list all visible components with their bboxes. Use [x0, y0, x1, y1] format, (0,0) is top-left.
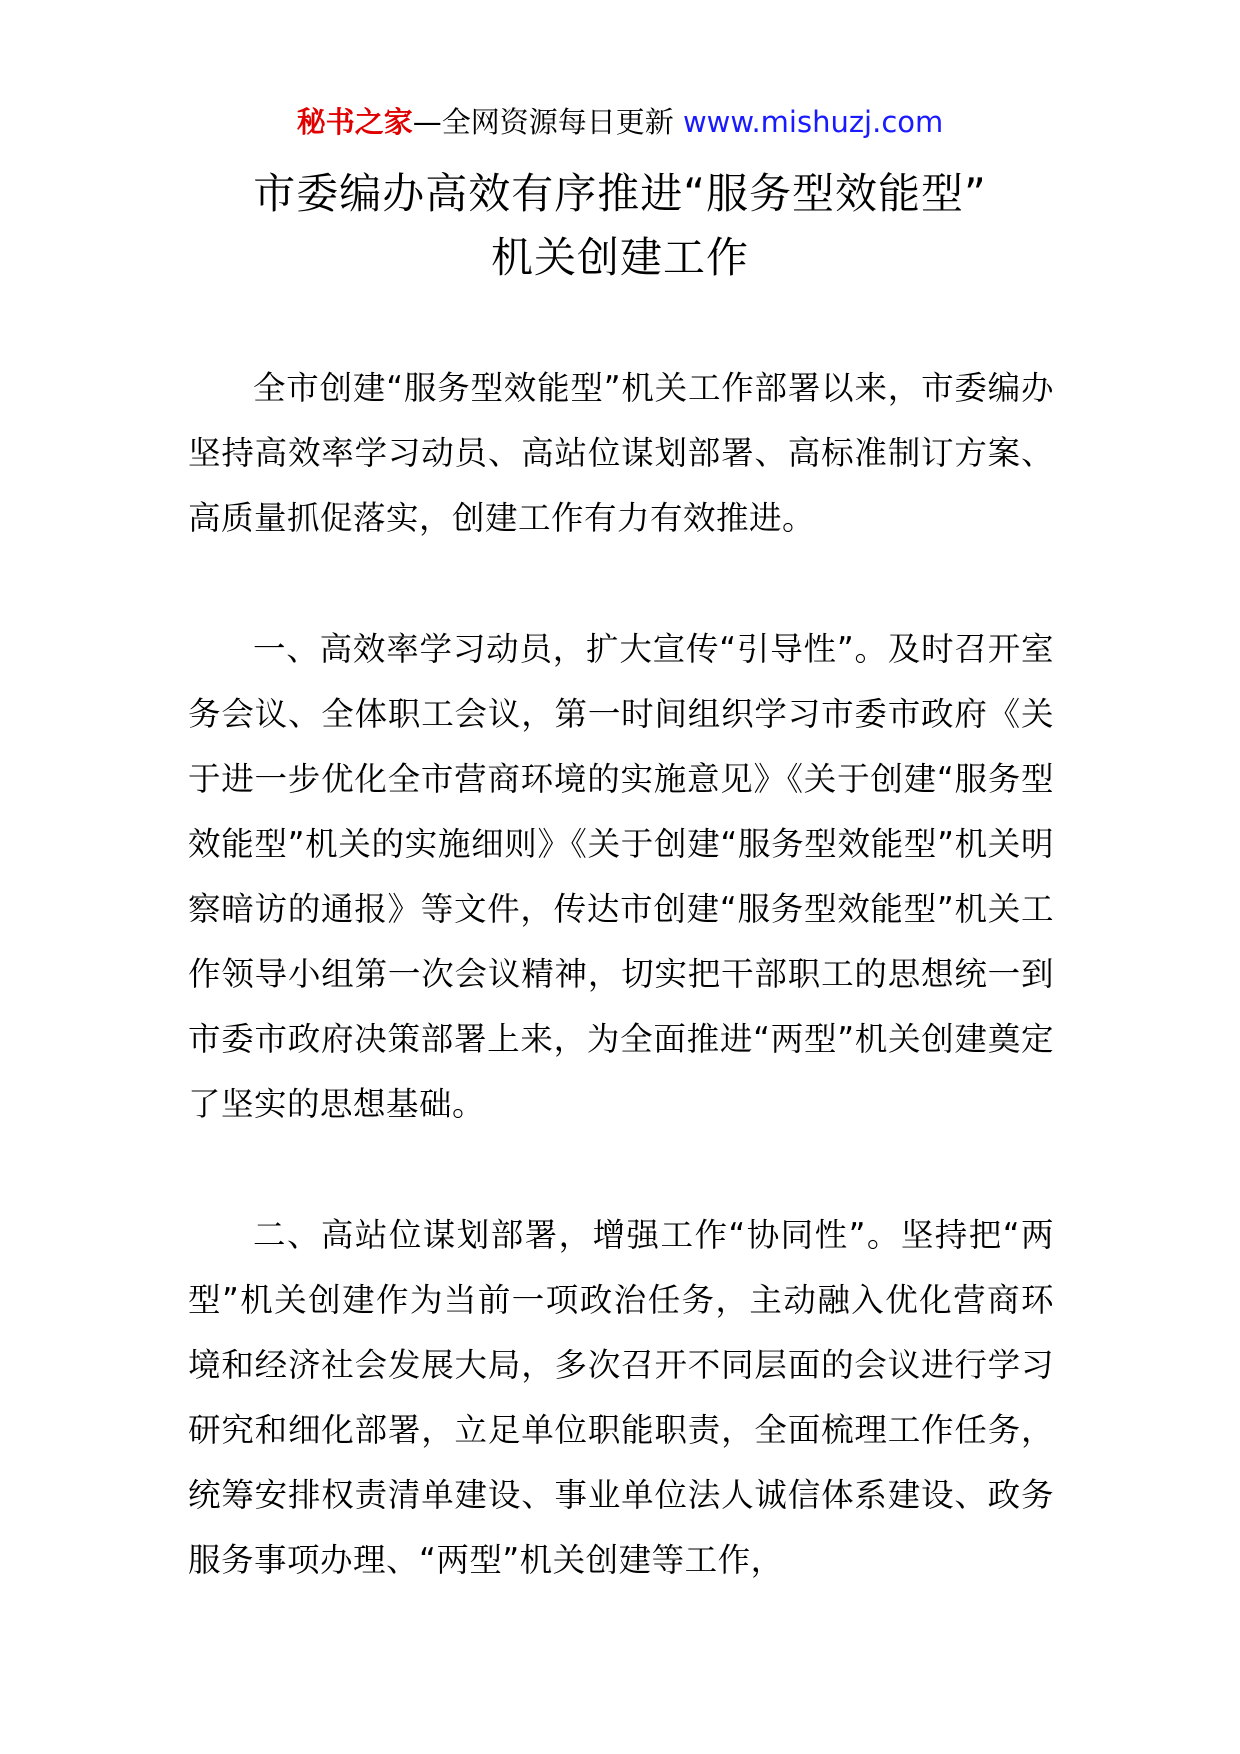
- paragraph-section-1: 一、高效率学习动员，扩大宣传“引导性”。及时召开室务会议、全体职工会议，第一时间组织学习市委市政府《关于进一步优化全市营商环境的实施意见》《关于创建“服务型效能型”机关的实施细则》《关于创建“服务型效能型”机关明察暗访的通报》等文件，传达市创建“服务型效能型”机关工作领导小组第一次会议精神，切实把干部职工的思想统一到市委市政府决策部署上来，为全面推进“两型”机关创建奠定了坚实的思想基础。: [188, 630, 1054, 1123]
- header-tagline: —全网资源每日更新: [412, 105, 683, 139]
- paragraph-intro: 全市创建“服务型效能型”机关工作部署以来，市委编办坚持高效率学习动员、高站位谋划部署、高标准制订方案、高质量抓促落实，创建工作有力有效推进。: [188, 369, 1054, 537]
- document-title-line-1: 市委编办高效有序推进“服务型效能型”: [253, 169, 987, 218]
- site-link[interactable]: www.mishuzj.com: [682, 105, 944, 139]
- document-body: [188, 356, 1054, 1659]
- paragraph-section-2: 二、高站位谋划部署，增强工作“协同性”。坚持把“两型”机关创建作为当前一项政治任务，主动融入优化营商环境和经济社会发展大局，多次召开不同层面的会议进行学习研究和细化部署，立足单位职能职责，全面梳理工作任务，统筹安排权责清单建设、事业单位法人诚信体系建设、政务服务事项办理、“两型”机关创建等工作，: [188, 1216, 1054, 1579]
- watermark-header: [0, 102, 1240, 142]
- brand-name: 秘书之家: [296, 105, 413, 139]
- document-title-line-2: 机关创建工作: [490, 233, 749, 282]
